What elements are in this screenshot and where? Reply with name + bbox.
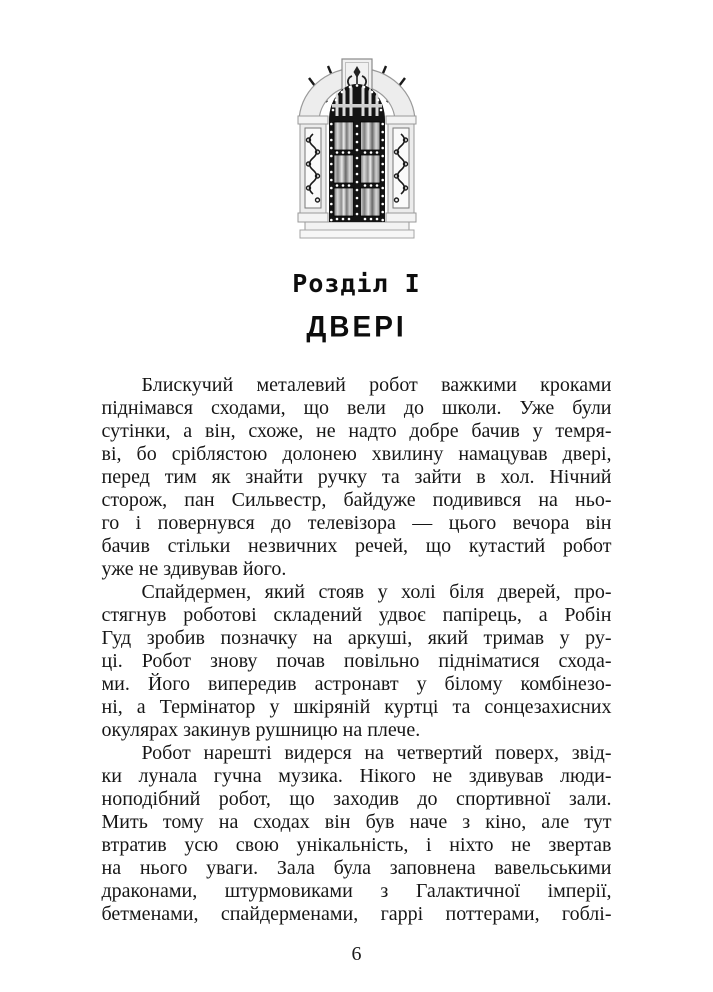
text-line: ноподібний робот, що заходив до спортивної зали.: [101, 788, 612, 810]
text-line: драконами, штурмовиками з Галактичної імперії,: [101, 880, 612, 902]
text-line: Робот нарешті видерся на четвертий поверх, звід-: [141, 742, 612, 764]
iron-door: [329, 84, 385, 222]
text-line: Гуд зробив позначку на аркуші, який тримав у ру-: [101, 627, 612, 649]
text-line: ки лунала гучна музика. Нікого не здивував люди-: [101, 765, 612, 787]
text-line: стягнув роботові складений удвоє папірець, а Робін: [101, 604, 612, 626]
text-line: сторож, пан Сильвестр, байдуже подивився на ньо-: [101, 489, 612, 511]
text-line: перед тим як знайти ручку та зайти в хол. Нічний: [101, 466, 612, 488]
text-line: піднімався сходами, що вели до школи. Уже були: [101, 397, 612, 419]
text-line: Спайдермен, який стояв у холі біля дверей, про-: [141, 581, 612, 603]
text-line: бачив стільки незвичних речей, що кутастий робот: [101, 535, 612, 557]
door-steps: [300, 222, 414, 238]
text-line: окулярах закинув рушницю на плече.: [101, 719, 421, 741]
chapter-title: ДВЕРІ: [306, 310, 407, 343]
left-pilaster: [298, 116, 328, 222]
text-line: Мить тому на сходах він був наче з кіно, але тут: [101, 811, 612, 833]
text-line: сутінки, а він, схоже, не надто добре бачив у темря-: [101, 420, 612, 442]
text-line: втратив усю свою унікальність, і ніхто не звертав: [101, 834, 612, 856]
chapter-label: Розділ I: [292, 269, 421, 298]
paragraph: [102, 374, 612, 581]
text-line: уже не здивував його.: [101, 558, 287, 580]
text-line: ці. Робот знову почав повільно підніматися схода-: [101, 650, 612, 672]
door-illustration: [297, 58, 417, 245]
page-number: 6: [351, 943, 362, 965]
text-line: ві, бо сріблястою долонею хвилину намацував двері,: [101, 443, 612, 465]
ornate-door-icon: [297, 58, 417, 240]
right-pilaster: [386, 116, 416, 222]
body-text: [102, 374, 612, 926]
text-line: го і повернувся до телевізора — цього вечора він: [101, 512, 612, 534]
text-line: ми. Його випередив астронавт у білому комбінезо-: [101, 673, 612, 695]
paragraph: [102, 581, 612, 742]
text-line: Блискучий металевий робот важкими кроками: [141, 374, 612, 396]
text-line: на нього уваги. Зала була заповнена вавельськими: [101, 857, 612, 879]
text-line: ні, а Термінатор у шкіряній куртці та сонцезахисних: [101, 696, 612, 718]
paragraph: [102, 742, 612, 926]
text-line: бетменами, спайдерменами, гаррі поттерами, гоблі-: [101, 903, 612, 925]
